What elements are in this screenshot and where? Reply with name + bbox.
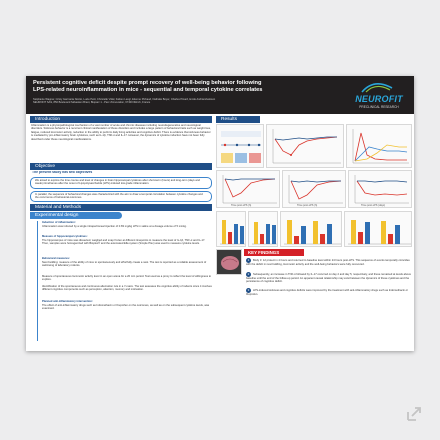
method-head: Induction of inflammation: [42,221,76,224]
bar-chart-1 [217,212,247,248]
key-findings-heading: KEY FINDINGS [244,249,304,256]
objective-intro: The present study has two objectives [32,171,93,174]
logo-swoosh-icon [360,80,394,94]
bar-chart-panel-2 [248,211,278,247]
method-body: Inflammation was induced by a single intraperitoneal injection of 0.83 mg/kg LPS in saline at a dosage volume of 5 mL/kg. [42,225,187,228]
nest-building-chart-panel [216,170,280,208]
key-finding-text: Body 3: 12 protect in 4 hours and returned to baseline level within 24 hours post-LPS. This sequence of events temporally coincides with the deficit in nest building, locomotor activity and the well-being behaviors were fully recovered. [246,259,410,266]
method-head: Planned anti-inflammatory intervention: [42,300,93,303]
logo-subtitle: PRECLINICAL RESEARCH [359,105,399,109]
bar-chart-panel-3 [280,211,342,247]
experimental-design-heading: Experimental design [30,212,122,219]
method-body: Nest building: measure of the ability of mice to spontaneously and effortfully create a nest. The test is reported as a reliable assessment of well-being of laboratory rodents. [42,261,207,268]
poster-title-line1: Persistent cognitive deficit despite prompt recovery of well-being behavior following [33,80,262,86]
ymaze-chart-panel [348,170,412,208]
introduction-text: Inflammation is a physiopathological mechanism of a vast number of acute and chronic diseases including neurodegenerative and neurological disorders. Sickness behavior is a recurrent clinical manifestation of these disorders and includes a large pattern of behavioral traits such as weight loss, fatigue, reduced locomotor activity, reduction in the ability to perform daily living activities and cognitive deficit. There is evidence that sickness behavior is mediated by pro-inflammatory brain cytokines, such as IL-1β, TNF-α and IL-17. However, the dynamics of cytokine induction have not been fully described under these neurological manifestations. [31,124,211,141]
bullet-icon: 3 [247,288,250,292]
poster [26,76,414,351]
neurofit-logo-area [344,80,412,114]
neurofit-logo: NEUROFIT [355,94,403,104]
method-body: The hippocampus of mice was dissected, weighed and snap frozen at different timepoints to measure the level of IL-1β, TNF-α and IL-17. Then, samples were homogenized with Bioplex® and the automated Ella system (Simple Plex) was used to measure cytokine levels. [42,239,206,246]
method-body: Measure of spontaneous locomotor activity level in an open arena for a 20 min period. Test used as a proxy to reflect the level of willingness to explore. [42,275,212,282]
weight-chart-panel [266,124,344,168]
bullet-icon: 2 [247,272,250,276]
bar-chart-3 [281,212,343,248]
bar-chart-4 [345,212,413,248]
poster-authors [33,98,333,104]
nest-x-axis-label: Time post-LPS (h) [231,204,252,207]
affiliation: NEUROFIT SAS, 850 Boulevard Sébastien Brant, Bioparc 1 - Parc d'innovation, 67400 Illkirch, France [33,101,151,105]
locomotor-chart-panel [282,170,346,208]
objective-heading: Objective [30,163,212,170]
poster-title-line2: LPS-related neuroinflammation in mice - sequential and temporal cytokine correlates [33,86,263,93]
brain-image [216,249,242,275]
author-list: Stéphanie Wagner, Cristy Garrnaria Nocito, Lucie Petit, Christelle Vidal, Fabien Langl, Etienne Pichaud, Nathalie Boyer, Charles Pinard, Emile Andriambeloson [33,98,216,101]
cytokine-chart-panel [346,124,412,168]
bar-chart-2 [249,212,279,248]
method-body: Identification of the spontaneous and continuous alternation rule in a Y-maze. The test assesses the cognitive ability of rodents since it involves different cognitive components such as perception, attention, memory and motivation. [42,285,212,292]
cytokine-line-chart [347,125,413,169]
protocol-timeline-graphic [217,125,265,169]
objective-item-2: In parallel, the sequence of behavioral changes was characterized with the aim to draw a temporal correlation between cytokine changes and the occurrence of behavioral outcomes. [30,191,212,202]
weight-line-chart [267,125,345,169]
locomotor-x-axis-label: Time post-LPS (h) [297,204,318,207]
bullet-icon: 1 [247,258,250,262]
method-head: Measure of hippocampal cytokines: [42,235,88,238]
introduction-heading: Introduction [30,116,212,123]
results-heading: Results [216,116,260,123]
bar-chart-panel-4 [344,211,412,247]
poster-title [33,80,333,93]
ymaze-x-axis-label: Time post-LPS (days) [361,204,386,207]
bar-chart-panel-1 [216,211,246,247]
brain-illustration-icon [217,250,243,276]
key-finding-1 [246,258,412,270]
method-body: The effect of anti-inflammatory drugs such as Indomethacin or Ibuprofen on the outcomes, as well as on the subsequent cytokine levels, was examined. [42,304,210,311]
key-finding-3 [246,288,412,296]
methods-timeline-line [37,221,38,341]
key-finding-text: Subsequently, an increase in TNF-α followed by IL-17 occurred on day 2 and day 5, respectively, and these remained at levels above baseline until the end of the follow-up period. An apparent causal relationship may exist between the dynamics of these cytokines and the persistence of cognitive deficit. [246,273,411,284]
key-finding-2 [246,272,412,286]
methods-heading: Material and Methods [30,204,212,211]
objective-item-1: We aimed to explore the time course and level of changes in brain hippocampal cytokines after short-term (hours) and long-term (days and weeks) timeframes after the onset of Lipopolysaccharide (LPS)-induced low grade inflammation. [30,177,212,189]
poster-header [26,76,414,114]
key-finding-text: LPS-induced sickness and cognitive deficits were improved by the treatment with anti-inflammatory drugs such as Indomethacin or Ibuprofen. [246,289,409,296]
protocol-timeline-panel [216,124,264,168]
expand-arrow-icon[interactable] [404,404,424,424]
method-head: Behavioral measures: [42,257,70,260]
